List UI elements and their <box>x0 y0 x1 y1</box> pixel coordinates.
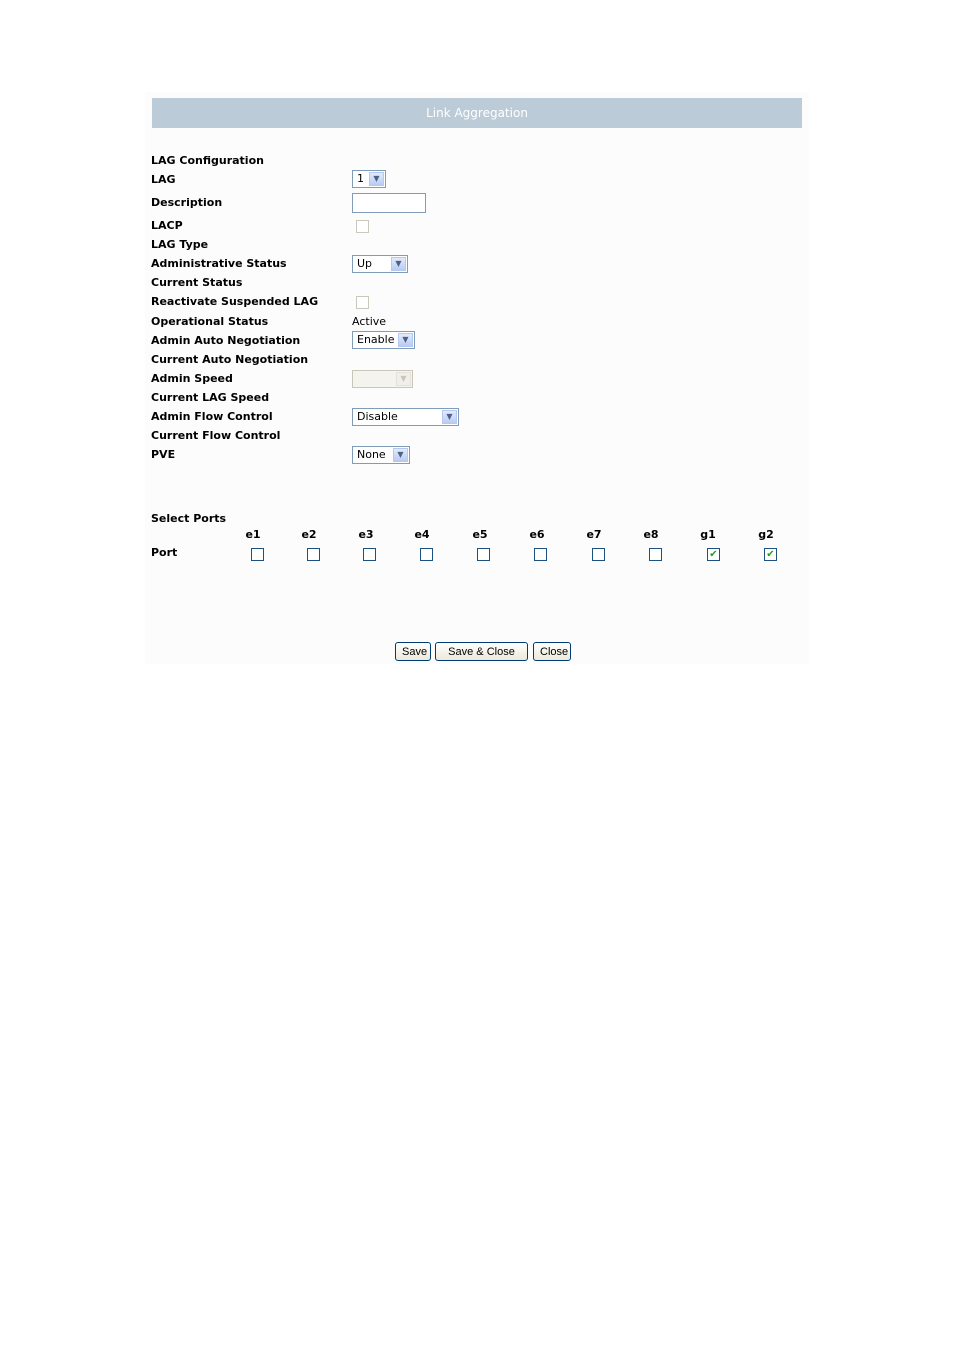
port-header-e7: e7 <box>586 528 602 541</box>
port-checkbox-e1[interactable] <box>251 548 264 561</box>
oper-status-value: Active <box>352 315 387 328</box>
port-header-g2: g2 <box>758 528 774 541</box>
current-autoneg-label: Current Auto Negotiation <box>151 353 309 366</box>
port-header-e5: e5 <box>472 528 488 541</box>
current-speed-label: Current LAG Speed <box>151 391 270 404</box>
admin-autoneg-select[interactable] <box>352 331 415 349</box>
save-button[interactable]: Save <box>395 642 431 661</box>
current-status-label: Current Status <box>151 276 243 289</box>
chevron-down-icon: ▼ <box>369 172 384 186</box>
port-header-e4: e4 <box>414 528 430 541</box>
description-input[interactable] <box>352 193 426 213</box>
form-panel <box>145 92 809 664</box>
chevron-down-icon: ▼ <box>393 448 408 462</box>
pve-select[interactable] <box>352 446 410 464</box>
section-title-select-ports: Select Ports <box>151 512 227 525</box>
save-close-button[interactable]: Save & Close <box>435 642 528 661</box>
port-header-e1: e1 <box>245 528 261 541</box>
current-flow-label: Current Flow Control <box>151 429 281 442</box>
lag-select[interactable] <box>352 170 386 188</box>
port-header-e8: e8 <box>643 528 659 541</box>
port-header-g1: g1 <box>700 528 716 541</box>
lag-label: LAG <box>151 173 176 186</box>
port-header-e6: e6 <box>529 528 545 541</box>
admin-autoneg-label: Admin Auto Negotiation <box>151 334 301 347</box>
port-header-e3: e3 <box>358 528 374 541</box>
admin-speed-label: Admin Speed <box>151 372 233 385</box>
port-header-e2: e2 <box>301 528 317 541</box>
reactivate-checkbox[interactable] <box>356 296 369 309</box>
page-title: Link Aggregation <box>152 98 802 128</box>
port-checkbox-e4[interactable] <box>420 548 433 561</box>
lacp-label: LACP <box>151 219 183 232</box>
admin-flow-select[interactable] <box>352 408 459 426</box>
checkmark-icon: ✔ <box>709 549 718 560</box>
chevron-down-icon: ▼ <box>442 410 457 424</box>
admin-status-label: Administrative Status <box>151 257 287 270</box>
section-title-lag-configuration: LAG Configuration <box>151 154 264 167</box>
port-checkbox-g2[interactable] <box>764 548 777 561</box>
chevron-down-icon: ▼ <box>391 257 406 271</box>
port-checkbox-e8[interactable] <box>649 548 662 561</box>
lacp-checkbox[interactable] <box>356 220 369 233</box>
chevron-down-icon: ▼ <box>396 372 411 386</box>
port-checkbox-e3[interactable] <box>363 548 376 561</box>
description-label: Description <box>151 196 223 209</box>
pve-value: None <box>357 448 386 461</box>
lag-type-label: LAG Type <box>151 238 209 251</box>
checkmark-icon: ✔ <box>766 549 775 560</box>
lag-select-value: 1 <box>357 172 364 185</box>
close-button[interactable]: Close <box>533 642 571 661</box>
oper-status-label: Operational Status <box>151 315 269 328</box>
admin-status-select[interactable] <box>352 255 408 273</box>
port-checkbox-g1[interactable] <box>707 548 720 561</box>
port-checkbox-e7[interactable] <box>592 548 605 561</box>
port-row-label: Port <box>151 546 178 559</box>
reactivate-label: Reactivate Suspended LAG <box>151 295 319 308</box>
chevron-down-icon: ▼ <box>398 333 413 347</box>
port-checkbox-e6[interactable] <box>534 548 547 561</box>
admin-flow-label: Admin Flow Control <box>151 410 273 423</box>
admin-status-value: Up <box>357 257 373 270</box>
pve-label: PVE <box>151 448 176 461</box>
admin-speed-select[interactable] <box>352 370 413 388</box>
port-checkbox-e2[interactable] <box>307 548 320 561</box>
port-checkbox-e5[interactable] <box>477 548 490 561</box>
admin-flow-value: Disable <box>357 410 398 423</box>
admin-autoneg-value: Enable <box>357 333 395 346</box>
